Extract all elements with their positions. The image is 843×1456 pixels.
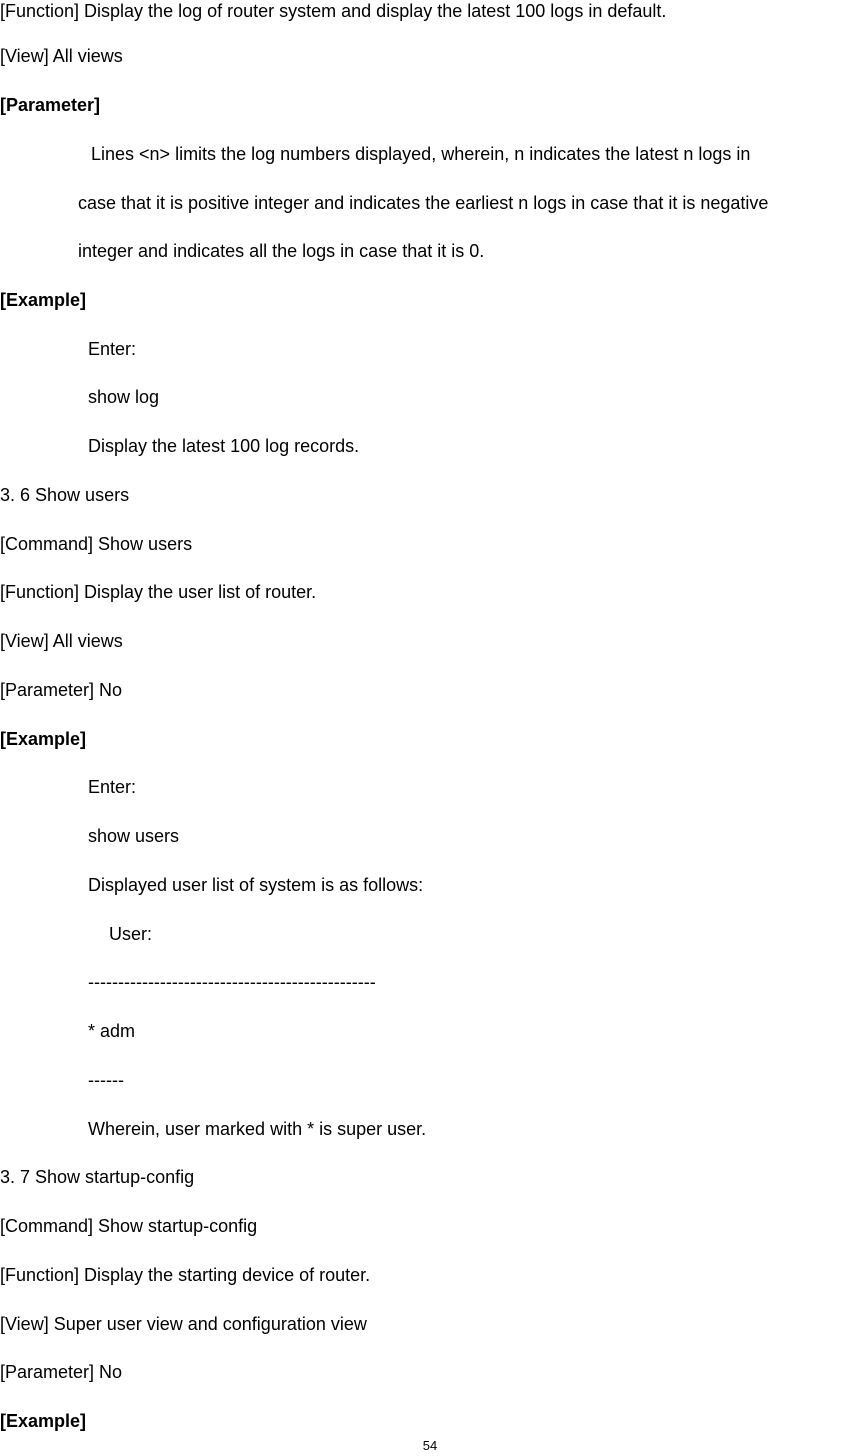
example-heading: [Example] [0, 729, 87, 749]
example-heading: [Example] [0, 290, 87, 310]
output-user-label: User: [109, 924, 153, 944]
section-title: 3. 7 Show startup-config [0, 1167, 195, 1187]
section-title: 3. 6 Show users [0, 485, 130, 505]
example-enter: Enter: [88, 777, 137, 797]
example-command: show users [88, 826, 180, 846]
command-line: [Command] Show startup-config [0, 1216, 258, 1236]
function-line: [Function] Display the user list of router. [0, 582, 317, 602]
view-line: [View] All views [0, 46, 123, 66]
parameter-line: [Parameter] No [0, 680, 123, 700]
parameter-description-line: integer and indicates all the logs in case that it is 0. [78, 241, 485, 261]
output-user-entry: * adm [88, 1021, 136, 1041]
example-enter: Enter: [88, 339, 137, 359]
parameter-description-line: case that it is positive integer and indicates the earliest n logs in case that it is negative [78, 193, 769, 213]
example-note: Wherein, user marked with * is super user. [88, 1119, 427, 1139]
function-line: [Function] Display the log of router system and display the latest 100 logs in default. [0, 1, 667, 21]
example-heading: [Example] [0, 1411, 87, 1431]
view-line: [View] All views [0, 631, 123, 651]
example-result: Displayed user list of system is as follows: [88, 875, 424, 895]
parameter-heading: [Parameter] [0, 95, 101, 115]
function-line: [Function] Display the starting device of router. [0, 1265, 371, 1285]
command-line: [Command] Show users [0, 534, 193, 554]
view-line: [View] Super user view and configuration view [0, 1314, 367, 1334]
page-number: 54 [422, 1438, 438, 1453]
output-separator: ------------------------------------------------ [88, 972, 376, 992]
example-result: Display the latest 100 log records. [88, 436, 360, 456]
parameter-description-line: Lines <n> limits the log numbers displayed, wherein, n indicates the latest n logs in [86, 144, 751, 164]
output-separator: ------ [88, 1070, 124, 1090]
example-command: show log [88, 387, 160, 407]
parameter-line: [Parameter] No [0, 1362, 123, 1382]
